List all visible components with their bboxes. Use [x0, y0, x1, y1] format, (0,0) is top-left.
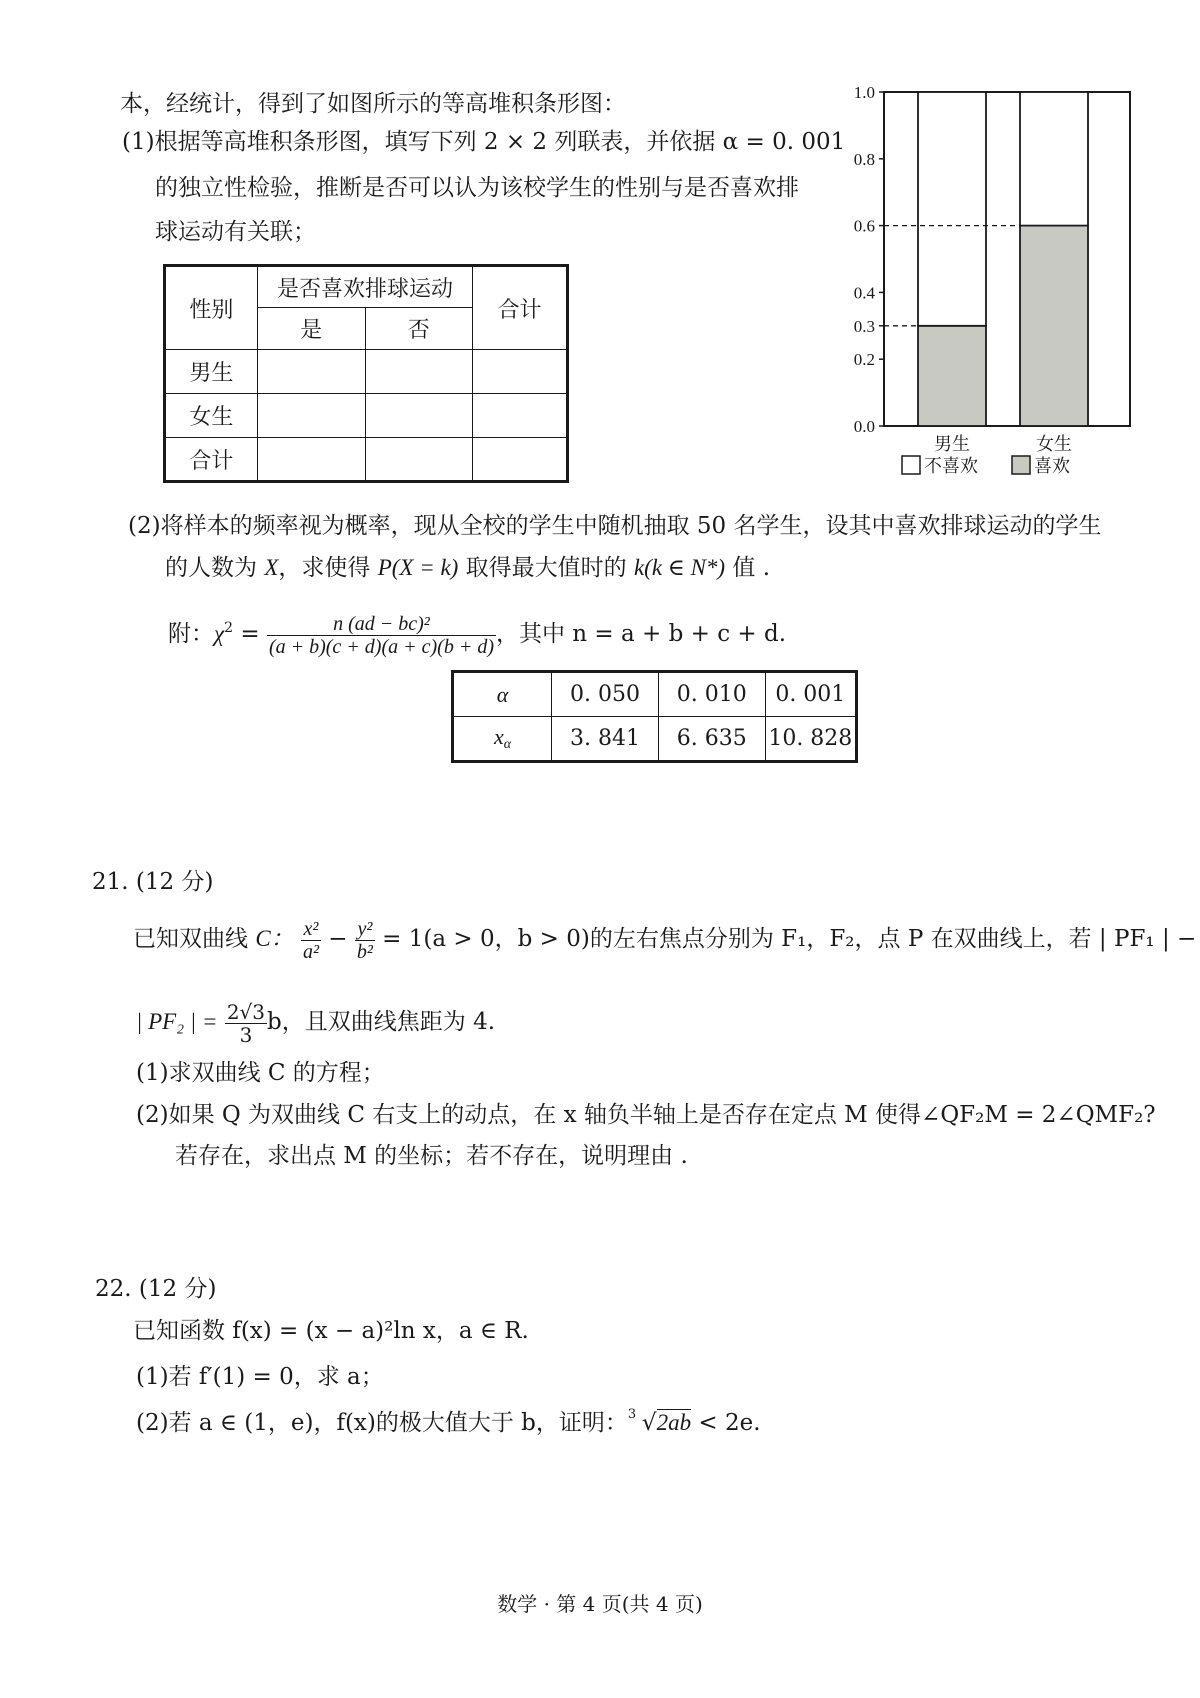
critical-value-table	[451, 670, 858, 763]
q20-part2-line2	[165, 552, 770, 584]
q22-header: 22. (12 分)	[95, 1276, 217, 1302]
x-category-label: 男生	[934, 434, 970, 455]
crit-alpha-header: α	[453, 672, 552, 717]
q21-num-x: x²	[301, 918, 321, 941]
q21-l2-pre: | PF₂ | =	[136, 1009, 218, 1034]
y-tick-label: 0.3	[853, 316, 875, 336]
ct-row-male: 男生	[165, 350, 258, 394]
crit-alpha-cell: 0. 010	[658, 672, 765, 717]
q21-l2-den: 3	[239, 1022, 253, 1047]
legend-swatch-dislike	[902, 456, 920, 474]
intro-line: 本，经统计，得到了如图所示的等高堆积条形图：	[120, 91, 626, 117]
chi-numerator: n (ad − bc)²	[267, 613, 496, 636]
q21-post: = 1(a > 0，b > 0)的左右焦点分别为 F₁，F₂，点 P 在双曲线上，若 | PF₁ | −	[374, 926, 1197, 952]
q20-part2-var-x: X	[264, 555, 279, 580]
x-alpha-base: x	[494, 724, 504, 749]
q21-l2-num: 2√3	[226, 999, 266, 1024]
chi-fraction	[267, 613, 496, 658]
ct-total-header: 合计	[473, 266, 568, 350]
ct-yes-header: 是	[257, 308, 365, 350]
chi-symbol: χ	[214, 621, 225, 646]
crit-alpha-cell: 0. 050	[552, 672, 659, 717]
q20-part2-prob: P(X = k)	[377, 555, 459, 580]
bar-segment-like	[918, 326, 986, 426]
ct-row-total: 合计	[165, 438, 258, 482]
ct-cell	[473, 350, 568, 394]
y-tick-label: 0.4	[853, 283, 875, 303]
q20-part1-line1: (1)根据等高堆积条形图，填写下列 2 × 2 列联表，并依据 α = 0. 001	[122, 129, 846, 155]
y-tick-label: 0.0	[853, 417, 875, 436]
ct-cell	[473, 438, 568, 482]
q20-part2-text-g: 值 .	[725, 555, 771, 581]
chi-denominator: (a + b)(c + d)(a + c)(b + d)	[268, 635, 494, 658]
ct-cell	[257, 350, 365, 394]
q22-line1: 已知函数 f(x) = (x − a)²ln x，a ∈ R.	[133, 1318, 529, 1344]
contingency-table	[163, 264, 569, 483]
ct-no-header: 否	[365, 308, 473, 350]
crit-value-cell: 6. 635	[658, 717, 765, 762]
q21-l2-post: b，且双曲线焦距为 4.	[267, 1009, 496, 1035]
q20-part2-text-e: 取得最大值时的	[458, 555, 634, 581]
q21-l2-frac	[225, 1001, 267, 1046]
q20-part2-text-a: 的人数为	[165, 555, 265, 581]
q21-den-b: b²	[356, 940, 373, 963]
formula-prefix: 附：	[168, 621, 214, 647]
cube-root-index: 3	[627, 1407, 637, 1422]
q21-pre: 已知双曲线	[133, 926, 256, 952]
q20-part1-line3: 球运动有关联；	[155, 219, 316, 245]
q21-frac-y	[355, 918, 375, 963]
ct-cell	[365, 394, 473, 438]
ct-cell	[473, 394, 568, 438]
q22-part2-pre: (2)若 a ∈ (1，e)，f(x)的极大值大于 b，证明：	[136, 1410, 628, 1436]
y-tick-label: 0.2	[853, 350, 875, 370]
page-footer: 数学 · 第 4 页(共 4 页)	[497, 1592, 703, 1616]
q20-part2-k: k(k ∈ N*)	[633, 555, 726, 580]
bar-segment-dislike	[1020, 92, 1088, 226]
equals-sign: =	[233, 621, 260, 647]
q21-line2	[136, 994, 495, 1050]
x-category-label: 女生	[1036, 434, 1072, 455]
formula-suffix: ，其中 n = a + b + c + d.	[495, 621, 787, 647]
crit-value-cell: 3. 841	[552, 717, 659, 762]
legend-label-like: 喜欢	[1034, 456, 1070, 477]
ct-row-female: 女生	[165, 394, 258, 438]
q21-minus: −	[320, 926, 355, 952]
legend-label-dislike: 不喜欢	[924, 456, 978, 477]
x-alpha-sub: α	[503, 737, 512, 752]
q21-c: C：	[255, 926, 294, 951]
y-tick-label: 0.6	[853, 216, 875, 236]
q21-part1: (1)求双曲线 C 的方程；	[136, 1060, 385, 1086]
q21-frac-x	[301, 918, 321, 963]
q20-part1-line2: 的独立性检验，推断是否可以认为该校学生的性别与是否喜欢排	[155, 175, 799, 201]
q21-header: 21. (12 分)	[92, 869, 214, 895]
chi-square-formula	[168, 604, 786, 658]
q22-part2	[136, 1407, 761, 1439]
q22-part1: (1)若 f′(1) = 0，求 a；	[136, 1364, 384, 1390]
q21-den-a: a²	[302, 940, 319, 963]
q20-part2-text-c: ，求使得	[278, 555, 378, 581]
y-tick-label: 0.8	[853, 149, 875, 169]
ct-gender-header: 性别	[165, 266, 258, 350]
crit-value-cell: 10. 828	[765, 717, 856, 762]
stacked-bar-chart	[840, 82, 1140, 502]
q21-num-y: y²	[355, 918, 375, 941]
bar-segment-dislike	[918, 92, 986, 326]
cube-root: 3 √2ab	[628, 1407, 691, 1439]
ct-cell	[257, 438, 365, 482]
q21-line1	[133, 915, 1196, 963]
q20-part2-line1: (2)将样本的频率视为概率，现从全校的学生中随机抽取 50 名学生，设其中喜欢排球运动的学生	[128, 513, 1102, 539]
q22-part2-post: < 2e.	[691, 1410, 761, 1436]
q21-part2-line2: 若存在，求出点 M 的坐标；若不存在，说明理由 .	[175, 1143, 688, 1169]
chi-exponent: 2	[224, 620, 234, 636]
bar-segment-like	[1020, 226, 1088, 426]
cube-root-radicand: 2ab	[656, 1410, 692, 1435]
crit-alpha-cell: 0. 001	[765, 672, 856, 717]
q21-part2-line1: (2)如果 Q 为双曲线 C 右支上的动点，在 x 轴负半轴上是否存在定点 M 使得∠QF₂M = 2∠QMF₂?	[136, 1102, 1156, 1128]
ct-cell	[257, 394, 365, 438]
legend-swatch-like	[1012, 456, 1030, 474]
crit-x-alpha-header	[453, 717, 552, 762]
ct-group-header: 是否喜欢排球运动	[257, 266, 472, 308]
ct-cell	[365, 438, 473, 482]
y-tick-label: 1.0	[853, 83, 875, 102]
ct-cell	[365, 350, 473, 394]
